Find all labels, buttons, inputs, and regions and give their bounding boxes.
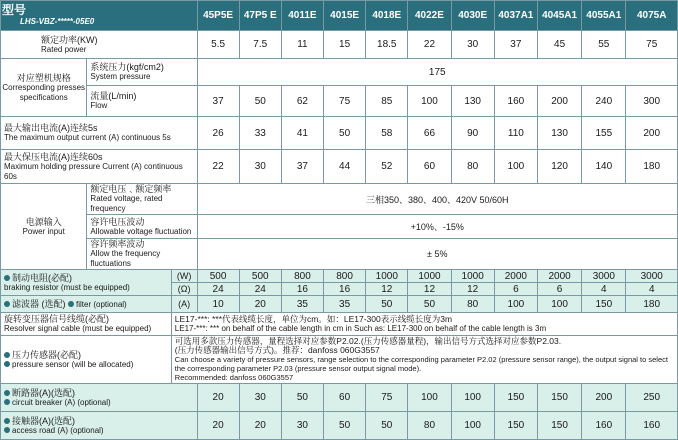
label-en: Flow	[90, 101, 108, 110]
value-cell: 90	[451, 117, 494, 150]
value-cell: 33	[239, 117, 281, 150]
value-cell: 50	[324, 117, 366, 150]
value-cell: 60	[324, 384, 366, 412]
value-cell: 5.5	[197, 31, 239, 59]
model-header: 4018E	[366, 1, 408, 31]
value-cell: 24	[197, 283, 239, 296]
value-cell: 250	[626, 384, 678, 412]
unit-cell: (Ω)	[171, 283, 197, 296]
resolver-note	[171, 313, 677, 336]
model-prefix: LHS-VBZ-*****-05E0	[20, 16, 95, 26]
label-en-text: circuit breaker (A) (optional)	[12, 397, 111, 407]
value-cell: 180	[626, 150, 678, 184]
model-header: 4045A1	[537, 1, 581, 31]
voltage-fluct-label	[87, 215, 197, 239]
value-cell: 2000	[494, 270, 537, 283]
value-cell: 200	[537, 86, 581, 117]
circuit-breaker-label	[1, 384, 198, 412]
label-en: Rated power	[41, 44, 87, 54]
value-cell: 66	[408, 117, 451, 150]
power-input-group-label	[1, 184, 87, 270]
voltage-fluct-row	[1, 215, 678, 239]
value-cell: 100	[451, 412, 494, 440]
label-cn: 额定电压﹑额定频率	[90, 184, 172, 194]
value-cell: 16	[281, 283, 323, 296]
label-cn: 额定功率(KW)	[41, 34, 98, 45]
label-en: System pressure	[90, 72, 151, 81]
value-cell: 44	[324, 150, 366, 184]
value-cell: 50	[281, 384, 323, 412]
bullet-icon	[4, 399, 10, 405]
rated-voltage-row	[1, 184, 678, 215]
value-cell: 62	[281, 86, 323, 117]
label-en	[68, 300, 127, 309]
bullet-icon	[4, 361, 10, 367]
label-en: Allowable voltage fluctuation	[90, 226, 192, 236]
pressure-sensor-label	[1, 336, 172, 384]
value-cell: 150	[582, 296, 626, 313]
label-cn: 最大输出电流(A)连续5s	[4, 123, 98, 133]
label-en: The maximum output current (A) continuous 5s	[4, 133, 171, 142]
model-header: 4055A1	[582, 1, 626, 31]
freq-fluct-row	[1, 239, 678, 270]
contactor-label	[1, 412, 198, 440]
label-cn	[4, 273, 170, 283]
label-cn: 滤波器 (选配)	[12, 298, 66, 309]
pressure-sensor-row	[1, 336, 678, 384]
label-cn: 对应塑机规格	[16, 72, 71, 83]
bullet-icon	[4, 427, 10, 433]
value-cell: 150	[537, 412, 581, 440]
value-cell: 26	[197, 117, 239, 150]
model-header: 4037A1	[494, 1, 537, 31]
label-cn-text: 压力传感器(必配)	[12, 349, 81, 360]
value-cell: 41	[281, 117, 323, 150]
value-cell: 7.5	[239, 31, 281, 59]
value-cell: 18.5	[366, 31, 408, 59]
model-header: 4015E	[324, 1, 366, 31]
bullet-icon	[4, 301, 10, 307]
note-line: Recommended: danfoss 060G3557	[174, 373, 294, 382]
value-cell: 100	[451, 384, 494, 412]
value-cell: 30	[281, 412, 323, 440]
value-cell: 4	[582, 283, 626, 296]
value-cell: 80	[408, 412, 451, 440]
value-cell: 50	[239, 86, 281, 117]
label-en	[4, 360, 170, 370]
value-cell: 100	[494, 150, 537, 184]
rated-power-row	[1, 31, 678, 59]
max-output-label	[1, 117, 198, 150]
value-cell: 75	[366, 384, 408, 412]
label-en-text: filter (optional)	[76, 299, 127, 309]
value-cell: 12	[408, 283, 451, 296]
value-cell: 85	[366, 86, 408, 117]
label-cn	[4, 350, 170, 360]
value-cell: 20	[239, 296, 281, 313]
value-cell: 30	[451, 31, 494, 59]
label-en: Resolver signal cable (must be equipped)	[4, 324, 152, 333]
value-cell: 200	[582, 384, 626, 412]
label-en-text: access road (A) (optional)	[12, 425, 104, 435]
value-cell: 800	[324, 270, 366, 283]
label-en: Allow the frequency fluctuations	[90, 249, 161, 268]
value-cell: 50	[366, 412, 408, 440]
value-cell: 11	[281, 31, 323, 59]
value-cell: 75	[324, 86, 366, 117]
value-cell: 45	[537, 31, 581, 59]
model-header: 4075A	[626, 1, 678, 31]
model-header: 4011E	[281, 1, 323, 31]
value-cell: 130	[451, 86, 494, 117]
flow-row	[1, 86, 678, 117]
label-cn	[4, 416, 196, 426]
value-cell: 100	[537, 296, 581, 313]
value-cell: 3000	[582, 270, 626, 283]
label-en: Rated voltage, rated frequency	[90, 194, 163, 213]
system-pressure-row	[1, 59, 678, 86]
freq-fluct-value: ± 5%	[197, 239, 678, 270]
note-line: 可选用多款压力传感器，量程选择对应参数P2.02.(压力传感器量程)，输出信号方式选择对应参数P2.03.	[174, 336, 562, 346]
value-cell: 110	[494, 117, 537, 150]
model-header: 4022E	[408, 1, 451, 31]
filter-label	[1, 296, 172, 313]
max-output-row	[1, 117, 678, 150]
note-line: (压力传感器输出信号方式)。推荐：danfoss 060G3557	[174, 345, 380, 355]
value-cell: 100	[494, 296, 537, 313]
value-cell: 180	[626, 296, 678, 313]
bullet-icon	[4, 352, 10, 358]
value-cell: 6	[494, 283, 537, 296]
value-cell: 20	[239, 412, 281, 440]
value-cell: 35	[281, 296, 323, 313]
value-cell: 120	[537, 150, 581, 184]
rated-power-label	[1, 31, 198, 59]
note-line: Can choose a variety of pressure sensors, range selection to the corresponding parameter P2.02 (pressure sensor range), the output signal to select the corresponding parameter P2.03 (pressure sensor output signal mode).	[174, 355, 668, 373]
braking-label	[1, 270, 172, 296]
header-title-cell	[1, 1, 198, 31]
bullet-icon	[4, 390, 10, 396]
value-cell: 240	[582, 86, 626, 117]
value-cell: 300	[626, 86, 678, 117]
label-en: Corresponding presses specifications	[2, 82, 86, 102]
value-cell: 1000	[366, 270, 408, 283]
header-title: 型号	[2, 2, 27, 17]
value-cell: 16	[324, 283, 366, 296]
rated-voltage-label	[87, 184, 197, 215]
resolver-label	[1, 313, 172, 336]
value-cell: 52	[366, 150, 408, 184]
value-cell: 75	[626, 31, 678, 59]
note-line: LE17-***: ***代表线缆长度，单位为cm。如：LE17-300表示线缆长度为3m	[174, 314, 453, 324]
model-header: 4030E	[451, 1, 494, 31]
value-cell: 3000	[626, 270, 678, 283]
label-cn: 旋转变压器信号线缆(必配)	[4, 314, 109, 324]
filter-row	[1, 296, 678, 313]
value-cell: 160	[626, 412, 678, 440]
value-cell: 35	[324, 296, 366, 313]
presses-group-label	[1, 59, 87, 117]
label-en	[4, 398, 196, 408]
label-cn-text: 制动电阻(必配)	[12, 272, 72, 283]
value-cell: 100	[408, 86, 451, 117]
label-en: braking resistor (must be equipped)	[4, 282, 130, 292]
label-cn: 最大保压电流(A)连续60s	[4, 151, 103, 162]
circuit-breaker-row	[1, 384, 678, 412]
label-en-text: pressure sensor (will be allocated)	[12, 359, 134, 369]
label-cn	[4, 388, 196, 398]
value-cell: 15	[324, 31, 366, 59]
label-cn: 容许电压波动	[90, 216, 145, 227]
label-cn-text: 接触器(A)(选配)	[12, 415, 75, 426]
value-cell: 22	[197, 150, 239, 184]
label-cn: 容许频率波动	[90, 239, 145, 249]
label-en: Maximum holding pressure Current (A) continuous 60s	[4, 161, 183, 181]
value-cell: 100	[408, 384, 451, 412]
freq-fluct-label	[87, 239, 197, 270]
unit-cell: (W)	[171, 270, 197, 283]
bullet-icon	[4, 275, 10, 281]
label-cn: 系统压力(kgf/cm2)	[90, 62, 164, 72]
value-cell: 30	[239, 150, 281, 184]
value-cell: 30	[239, 384, 281, 412]
system-pressure-value: 175	[197, 59, 678, 86]
value-cell: 37	[197, 86, 239, 117]
value-cell: 500	[197, 270, 239, 283]
braking-watts-row	[1, 270, 678, 283]
model-header: 47P5 E	[239, 1, 281, 31]
value-cell: 130	[537, 117, 581, 150]
note-line: LE17-***: *** on behalf of the cable length in cm in Such as: LE17-300 on behalf of the cable length is 3m	[174, 324, 547, 333]
value-cell: 500	[239, 270, 281, 283]
value-cell: 150	[494, 384, 537, 412]
bullet-icon	[68, 301, 74, 307]
value-cell: 12	[451, 283, 494, 296]
value-cell: 12	[366, 283, 408, 296]
value-cell: 2000	[537, 270, 581, 283]
value-cell: 200	[626, 117, 678, 150]
value-cell: 800	[281, 270, 323, 283]
bullet-icon	[4, 418, 10, 424]
value-cell: 4	[626, 283, 678, 296]
value-cell: 80	[451, 150, 494, 184]
value-cell: 80	[451, 296, 494, 313]
max-holding-label	[1, 150, 198, 184]
label-cn-text: 断路器(A)(选配)	[12, 387, 75, 398]
max-holding-row	[1, 150, 678, 184]
value-cell: 20	[197, 384, 239, 412]
header-row	[1, 1, 678, 31]
value-cell: 10	[197, 296, 239, 313]
value-cell: 37	[281, 150, 323, 184]
pressure-sensor-note	[171, 336, 677, 384]
value-cell: 1000	[451, 270, 494, 283]
flow-label	[87, 86, 197, 117]
contactor-row	[1, 412, 678, 440]
value-cell: 37	[494, 31, 537, 59]
value-cell: 55	[582, 31, 626, 59]
label-cn: 电源输入	[25, 216, 62, 227]
voltage-fluct-value: +10%、-15%	[197, 215, 678, 239]
value-cell: 160	[494, 86, 537, 117]
value-cell: 160	[582, 412, 626, 440]
value-cell: 50	[408, 296, 451, 313]
value-cell: 150	[494, 412, 537, 440]
value-cell: 1000	[408, 270, 451, 283]
label-en	[4, 426, 196, 436]
value-cell: 22	[408, 31, 451, 59]
system-pressure-label	[87, 59, 197, 86]
value-cell: 60	[408, 150, 451, 184]
value-cell: 50	[366, 296, 408, 313]
value-cell: 140	[582, 150, 626, 184]
model-header: 45P5E	[197, 1, 239, 31]
value-cell: 58	[366, 117, 408, 150]
value-cell: 150	[537, 384, 581, 412]
value-cell: 50	[324, 412, 366, 440]
label-en: Power input	[22, 226, 65, 236]
value-cell: 155	[582, 117, 626, 150]
rated-voltage-value: 三相350、380、400、420V 50/60H	[197, 184, 678, 215]
label-cn: 流量(L/min)	[90, 91, 137, 101]
unit-cell: (A)	[171, 296, 197, 313]
value-cell: 6	[537, 283, 581, 296]
value-cell: 20	[197, 412, 239, 440]
resolver-row	[1, 313, 678, 336]
value-cell: 24	[239, 283, 281, 296]
